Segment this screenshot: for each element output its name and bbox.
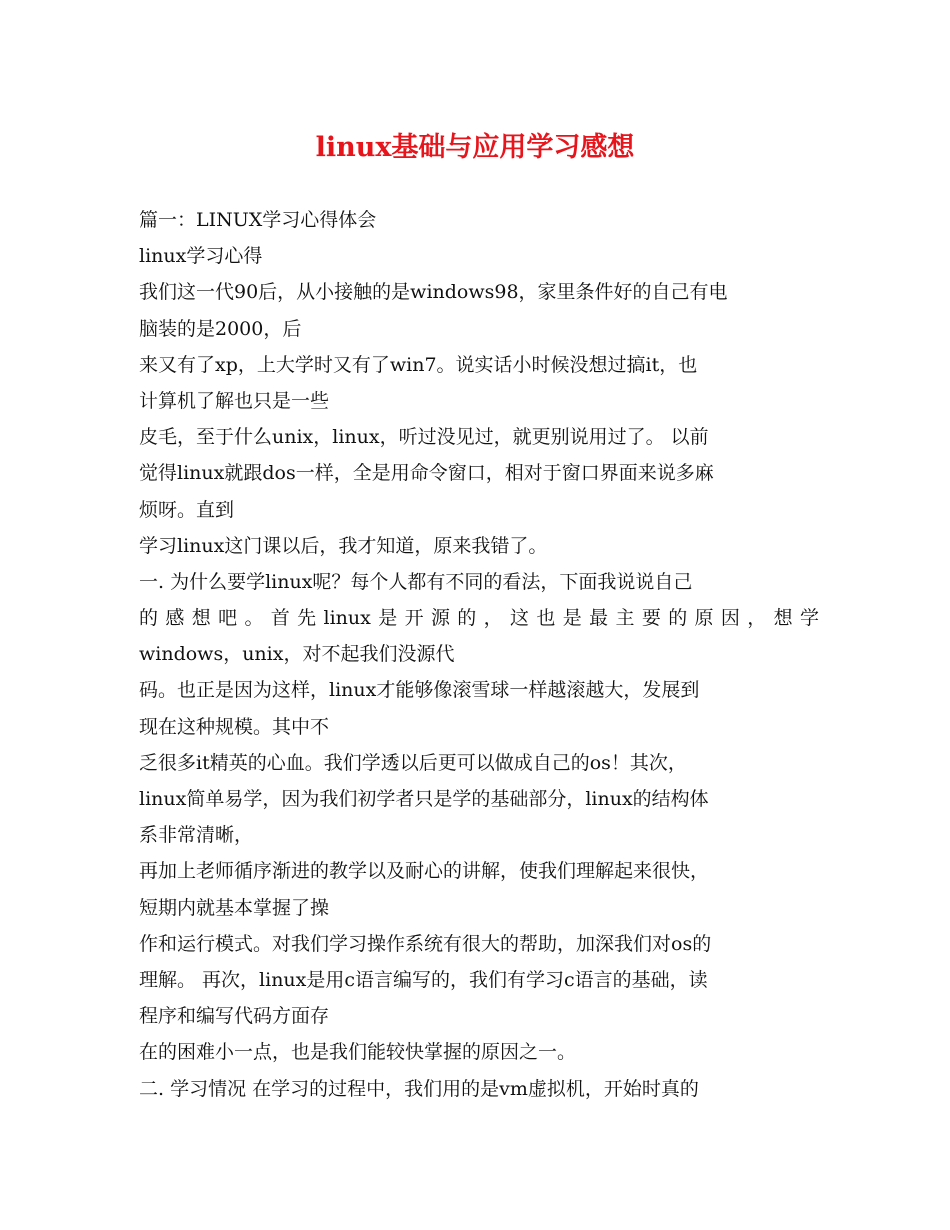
text-line: 脑装的是2000，后 [139, 317, 302, 340]
text-line: 现在这种规模。其中不 [139, 715, 330, 738]
text-line: 计算机了解也只是一些 [139, 389, 330, 412]
text-line: 码。也正是因为这样，linux才能够像滚雪球一样越滚越大，发展到 [139, 679, 700, 702]
text-line: 理解。 再次，linux是用c语言编写的，我们有学习c语言的基础，读 [139, 968, 708, 991]
text-line: 来又有了xp，上大学时又有了win7。说实话小时候没想过搞it，也 [139, 353, 698, 376]
text-line: 学习linux这门课以后，我才知道，原来我错了。 [139, 534, 548, 557]
text-line: 再加上老师循序渐进的教学以及耐心的讲解，使我们理解起来很快， [139, 860, 710, 883]
text-line: 短期内就基本掌握了操 [139, 896, 330, 919]
document-body [139, 202, 819, 1107]
text-line: 的感想吧。首先linux是开源的，这也是最主要的原因，想学 [139, 607, 819, 630]
text-line: 系非常清晰， [139, 824, 254, 847]
text-line: 一. 为什么要学linux呢？每个人都有不同的看法，下面我说说自己 [139, 570, 693, 593]
text-line: 烦呀。直到 [139, 498, 235, 521]
text-line: 我们这一代90后，从小接触的是windows98，家里条件好的自己有电 [139, 281, 728, 304]
text-line: 在的困难小一点，也是我们能较快掌握的原因之一。 [139, 1041, 577, 1064]
text-line: 皮毛，至于什么unix，linux，听过没见过，就更别说用过了。 以前 [139, 426, 709, 449]
text-line: 篇一：LINUX学习心得体会 [139, 209, 377, 231]
text-line: 程序和编写代码方面存 [139, 1005, 330, 1028]
text-line: 作和运行模式。对我们学习操作系统有很大的帮助，加深我们对os的 [139, 932, 712, 955]
text-line: 二. 学习情况 在学习的过程中，我们用的是vm虚拟机，开始时真的 [139, 1077, 699, 1100]
text-line: windows，unix，对不起我们没源代 [139, 643, 455, 666]
text-line: 觉得linux就跟dos一样，全是用命令窗口，相对于窗口界面来说多麻 [139, 462, 714, 485]
document-title: linux基础与应用学习感想 [315, 132, 635, 163]
text-line: linux简单易学，因为我们初学者只是学的基础部分，linux的结构体 [139, 788, 709, 810]
text-line: 乏很多it精英的心血。我们学透以后更可以做成自己的os！其次， [139, 751, 687, 774]
text-line: linux学习心得 [139, 245, 263, 268]
